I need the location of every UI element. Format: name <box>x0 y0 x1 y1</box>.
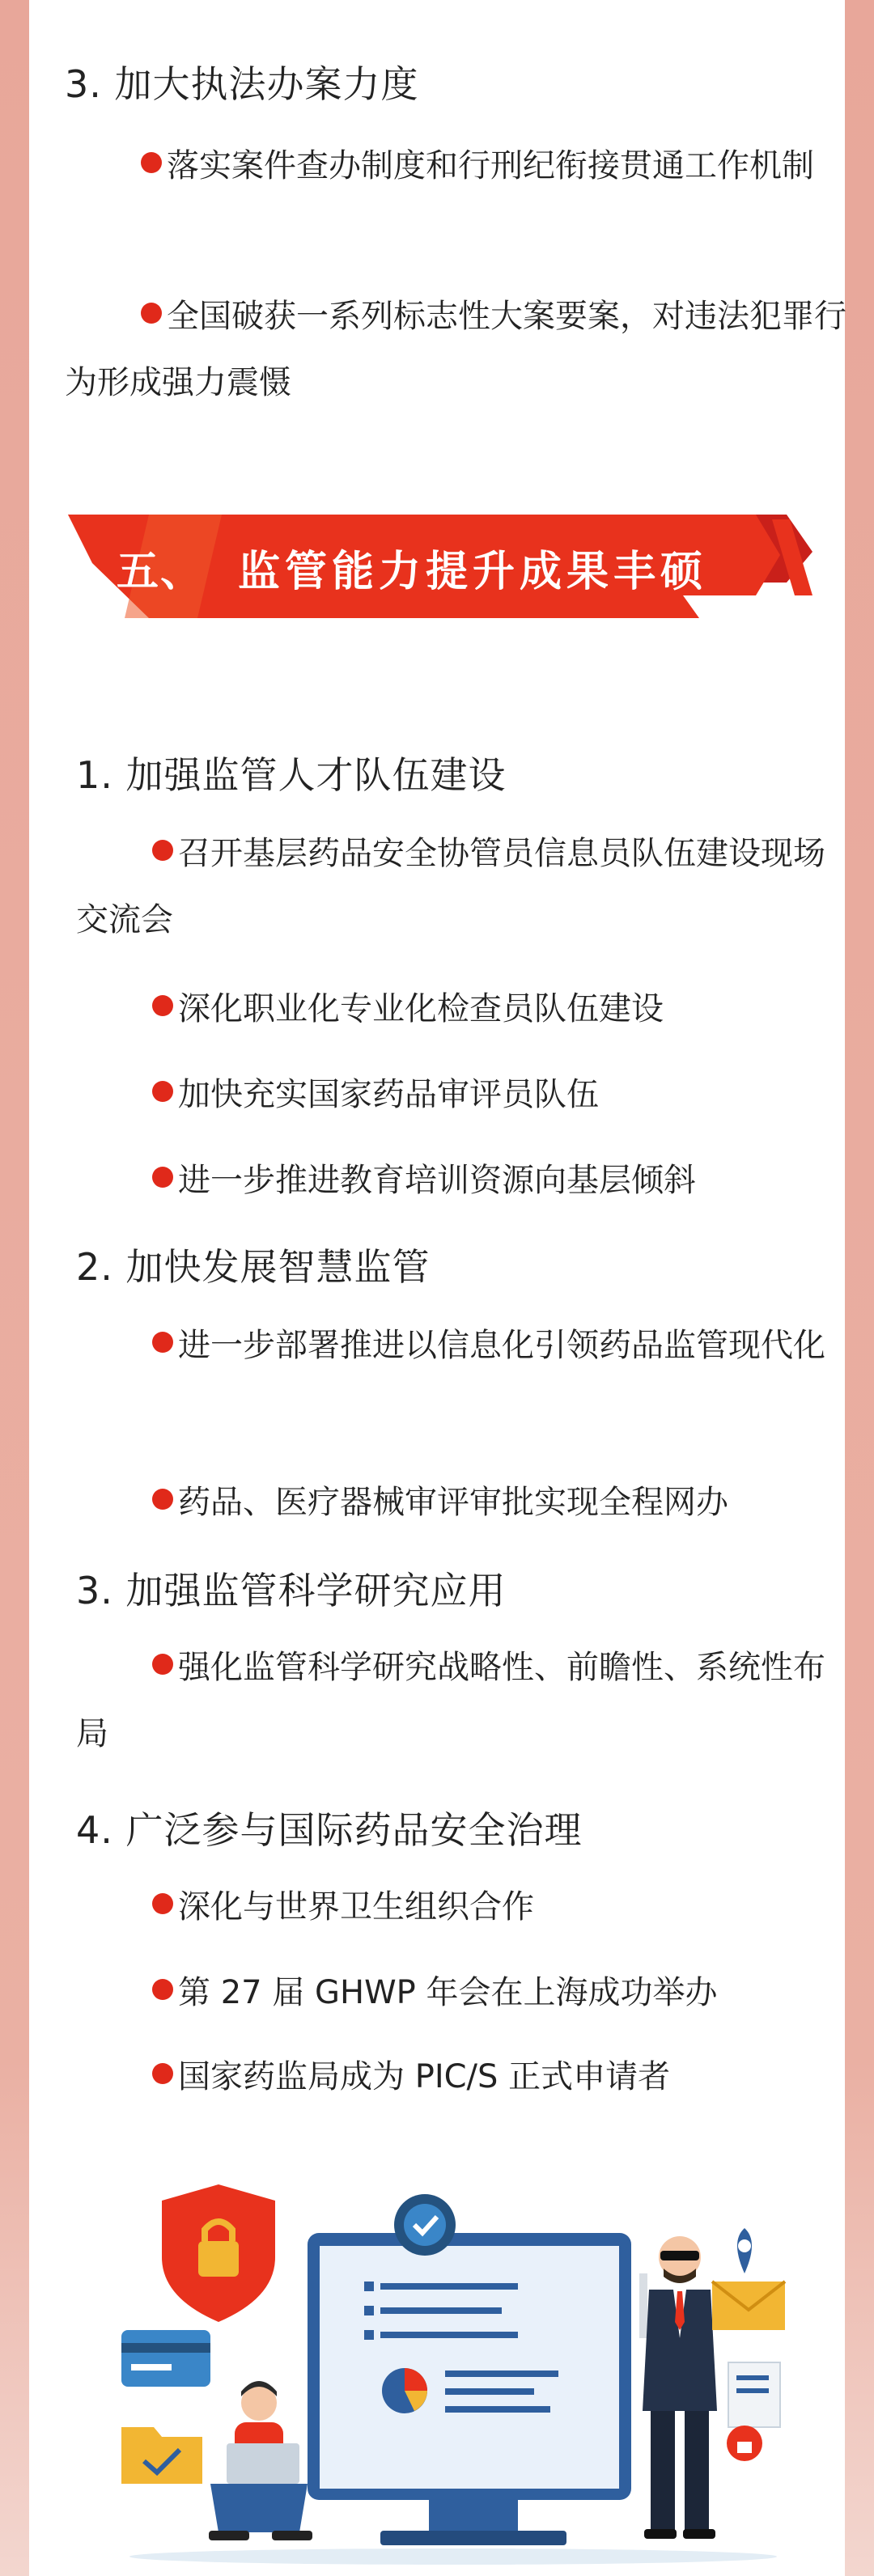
subheading-enforcement: 3. 加大执法办案力度 <box>65 62 419 106</box>
section-banner <box>68 515 812 628</box>
list-item: 深化职业化专业化检查员队伍建设 <box>76 976 845 1042</box>
list-item: 进一步推进教育培训资源向基层倾斜 <box>76 1147 845 1214</box>
location-pin-icon <box>737 2228 752 2273</box>
inspector-person-icon <box>639 2236 717 2539</box>
bullet-dot-icon <box>152 1979 173 2000</box>
credit-card-icon <box>121 2330 210 2387</box>
list-item: 加快充实国家药品审评员队伍 <box>76 1061 845 1128</box>
banner-number: 五、 <box>117 548 205 596</box>
bullet-dot-icon <box>152 840 173 861</box>
bullet-dot-icon <box>152 1489 173 1510</box>
certificate-badge-icon <box>394 2194 456 2256</box>
subheading-international: 4. 广泛参与国际药品安全治理 <box>76 1808 583 1852</box>
list-item: 全国破获一系列标志性大案要案，对违法犯罪行为形成强力震慑 <box>65 298 846 401</box>
person-laptop-icon <box>209 2381 312 2540</box>
bullet-dot-icon <box>152 1167 173 1188</box>
left-border <box>0 0 29 2576</box>
banner-title: 监管能力提升成果丰硕 <box>238 548 708 596</box>
floor-shadow-icon <box>129 2548 777 2565</box>
list-item: 召开基层药品安全协管员信息员队伍建设现场交流会 <box>76 835 825 938</box>
illustration-digital-regulation <box>113 2176 793 2565</box>
bullet-dot-icon <box>152 995 173 1016</box>
subheading-talent: 1. 加强监管人才队伍建设 <box>76 753 507 797</box>
right-border <box>845 0 874 2576</box>
locked-document-icon <box>727 2362 780 2461</box>
list-item: 深化与世界卫生组织合作 <box>76 1874 845 1940</box>
bullet-dot-icon <box>152 1893 173 1914</box>
bullet-dot-icon <box>152 1081 173 1102</box>
list-item: 进一步部署推进以信息化引领药品监管现代化 <box>76 1312 845 1379</box>
bullet-dot-icon <box>141 152 162 173</box>
envelope-icon <box>712 2282 785 2330</box>
list-item: 强化监管科学研究战略性、前瞻性、系统性布局 <box>76 1649 825 1752</box>
folder-icon <box>121 2427 202 2484</box>
bullet-dot-icon <box>152 2063 173 2084</box>
pie-chart-icon <box>382 2368 427 2413</box>
bullet-dot-icon <box>152 1332 173 1353</box>
bullet-dot-icon <box>141 303 162 324</box>
bullet-dot-icon <box>152 1654 173 1675</box>
list-item: 落实案件查办制度和行刑纪衔接贯通工作机制 <box>65 133 848 199</box>
subheading-smart-regulation: 2. 加快发展智慧监管 <box>76 1245 431 1289</box>
shield-lock-icon <box>162 2184 275 2322</box>
subheading-regulatory-science: 3. 加强监管科学研究应用 <box>76 1569 507 1612</box>
list-item: 药品、医疗器械审评审批实现全程网办 <box>76 1469 845 1536</box>
list-item: 第 27 届 GHWP 年会在上海成功举办 <box>76 1960 845 2026</box>
list-item: 国家药监局成为 PIC/S 正式申请者 <box>76 2044 845 2110</box>
